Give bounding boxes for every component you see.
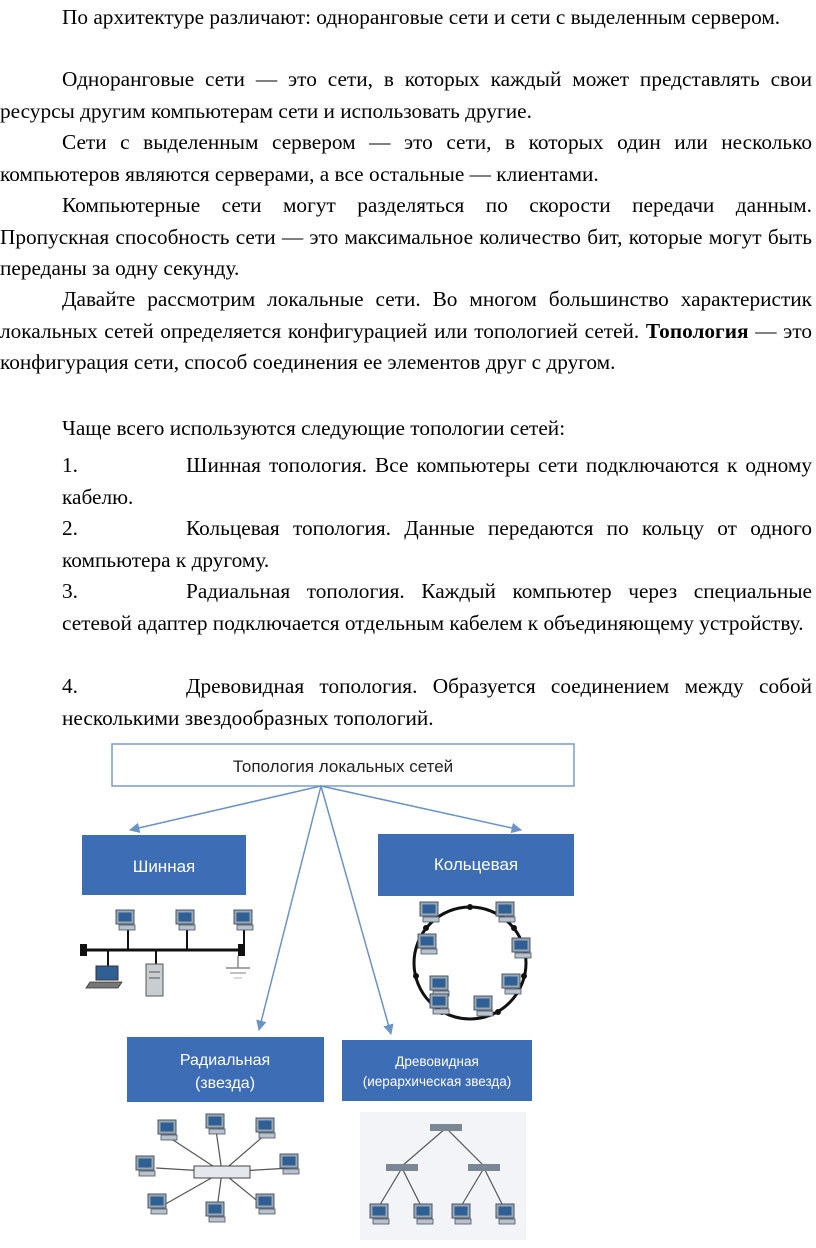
topology-text-start: Давайте рассмотрим локальные сети. Во многом большинство характеристик локальных сетей определяется конфигурацией или топологией сетей.: [0, 287, 812, 343]
list-item-number: 2.: [62, 516, 78, 540]
ring-label: Кольцевая: [433, 855, 519, 874]
topology-text-end: — это конфигурация сети, способ соединения ее элементов друг с другом.: [0, 318, 812, 375]
list-item-star: [62, 576, 812, 639]
list-item-bus: [62, 450, 812, 513]
list-item-number: 3.: [62, 579, 78, 603]
star-box: [127, 1037, 324, 1102]
list-item-text: Шинная топология. Все компьютеры сети подключаются к одному кабелю.: [62, 453, 812, 509]
tree-topology-illustration: [360, 1112, 526, 1240]
root-label: Топология локальных сетей: [232, 757, 454, 776]
paragraph-peer-to-peer: Одноранговые сети — это сети, в которых каждый может представлять свои ресурсы другим компьютерам сети и использовать другие.: [0, 67, 812, 123]
list-item-text: Древовидная топология. Образуется соединением между собой несколькими звездообразных топологий.: [62, 674, 812, 730]
list-item-tree: [62, 671, 812, 734]
paragraph-list-intro: Чаще всего используются следующие топологии сетей:: [62, 416, 566, 440]
list-item-text: Радиальная топология. Каждый компьютер через специальные сетевой адаптер подключается отдельным кабелем к объединяющему устройству.: [62, 579, 812, 635]
topology-term: Топология: [645, 318, 749, 343]
bus-topology-illustration: [80, 910, 253, 996]
star-label-line2: (звезда): [194, 1075, 256, 1092]
ring-topology-illustration: [413, 902, 531, 1019]
paragraph-bandwidth: Компьютерные сети могут разделяться по скорости передачи данным. Пропускная способность сети — это максимальное количество бит, которые могут быть переданы за одну секунду.: [0, 193, 812, 281]
tree-label-line2: (иерархическая звезда): [362, 1074, 512, 1089]
list-item-text: Кольцевая топология. Данные передаются по кольцу от одного компьютера к другому.: [62, 516, 812, 572]
tree-label-line1: Древовидная: [395, 1054, 479, 1069]
paragraph-dedicated-server: Сети с выделенным сервером — это сети, в которых один или несколько компьютеров являются серверами, а все остальные — клиентами.: [0, 130, 812, 186]
tree-box: [342, 1040, 532, 1101]
list-item-number: 4.: [62, 674, 78, 698]
bus-label: Шинная: [132, 857, 196, 876]
paragraph-topology: [0, 284, 812, 379]
list-item-number: 1.: [62, 453, 78, 477]
star-topology-illustration: [136, 1114, 299, 1222]
list-item-ring: [62, 513, 812, 576]
topology-diagram: [66, 738, 586, 1243]
star-label-line1: Радиальная: [179, 1052, 271, 1069]
paragraph-architecture: По архитектуре различают: одноранговые сети и сети с выделенным сервером.: [62, 5, 781, 29]
